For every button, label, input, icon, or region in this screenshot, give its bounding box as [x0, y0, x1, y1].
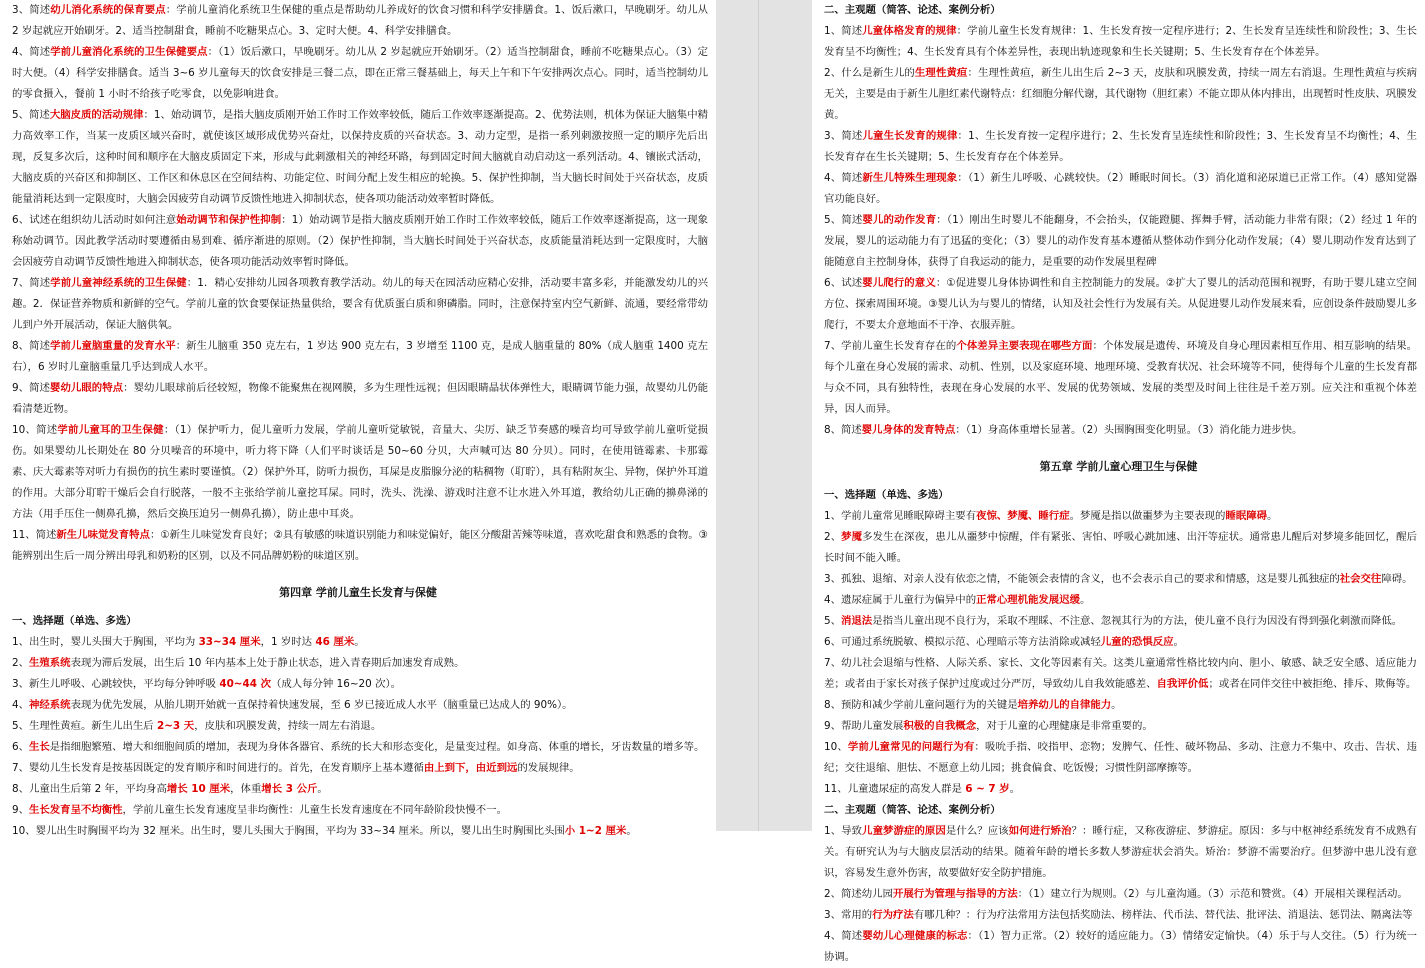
text-segment: 5、简述 [824, 214, 863, 226]
paragraph [812, 716, 1425, 737]
paragraph [0, 420, 716, 525]
text-segment: ；或者在同伴交往中被拒绝、排斥、欺侮等。 [1208, 678, 1417, 690]
highlighted-term: 新生儿味觉发育特点 [56, 529, 150, 541]
paragraph [812, 126, 1425, 168]
text-segment: 二、主观题（简答、论述、案例分析） [824, 804, 1001, 816]
text-segment: 4、简述 [824, 172, 863, 184]
paragraph [0, 105, 716, 210]
section-spacer [0, 567, 716, 575]
highlighted-term: 睡眠障碍 [1225, 510, 1268, 522]
paragraph [0, 336, 716, 378]
highlighted-term: 儿童的恐惧反应 [1100, 636, 1174, 648]
text-segment: 3、简述 [12, 4, 51, 16]
text-segment: 9、 [12, 804, 30, 816]
text-segment: ：1、始动调节，是指大脑皮质刚开始工作时工作效率较低，随后工作效率逐渐提高。2、优势法则，机体为保证大脑集中精力高效率工作，当某一皮质区域兴奋时，就使该区域形成优势兴奋灶，以保持皮质的兴奋状态。3、动力定型，是指一系列刺激按照一定的顺序先后出现，反复多次后，这种时间和顺序在大脑皮质固定下来，形成与此刺激相关的神经环路，每到固定时间大脑就自动启动这一系列活动。4、镶嵌式活动，大脑皮质的兴奋区和抑制区、工作区和休息区在空间结构、功能定位、时间分配上发生相应的轮换。5、保护性抑制，当大脑长时间处于兴奋状态，皮质能量消耗达到一定限度时，大脑会因疲劳自动调节反馈性地进入抑制状态，使各项功能活动效率暂时降低。 [12, 109, 708, 205]
text-segment: ：生理性黄疸，新生儿出生后 2~3 天，皮肤和巩膜发黄，持续一周左右消退。生理性黄疸与疾病无关，主要是由于新生儿胆红素代谢特点：红细胞分解代谢，其代谢物（胆红素）不能立即从体内排出，出现暂时性皮肤、巩膜发黄。 [824, 67, 1417, 121]
text-segment: 表现为滞后发展，出生后 10 年内基本上处于静止状态，进入青春期后加速发育成熟。 [70, 657, 465, 669]
text-segment: 11、儿童遗尿症的高发人群是 [824, 783, 966, 795]
document-page-left [0, 0, 716, 837]
text-segment: 。梦魇是指以做噩梦为主要表现的 [1069, 510, 1226, 522]
highlighted-term: 学前儿童神经系统的卫生保健 [50, 277, 187, 289]
paragraph [812, 210, 1425, 273]
chapter-title [812, 449, 1425, 485]
paragraph [812, 590, 1425, 611]
highlighted-term: 大脑皮质的活动规律 [49, 109, 144, 121]
paragraph [0, 378, 716, 420]
paragraph [0, 632, 716, 653]
text-segment: 。 [1267, 510, 1278, 522]
highlighted-term: 学前儿童脑重量的发育水平 [50, 340, 176, 352]
text-segment: ：（1）饭后漱口，早晚刷牙。幼儿从 2 岁起就应开始刷牙。（2）适当控制甜食，睡前不吃糖果点心。（3）定时大便。（4）科学安排膳食。适当 3~6 岁儿童每天的饮食安排是三餐二点，即在正常三餐基础上，每天上午和下午安排两次点心。同时，适当控制幼儿的零食摄入，餐前 1 小时不给孩子吃零食，以免影响进食。 [12, 46, 708, 100]
highlighted-term: 学前儿童消化系统的卫生保健要点 [50, 46, 208, 58]
paragraph [0, 695, 716, 716]
section-heading [0, 611, 716, 632]
text-segment: 3、常用的 [824, 909, 873, 921]
paragraph [0, 779, 716, 800]
text-segment: 1、出生时，婴儿头围大于胸围，平均为 [12, 636, 199, 648]
highlighted-term: 增长 10 厘米 [166, 783, 231, 795]
text-segment: 4、遗尿症属于儿童行为偏异中的 [824, 594, 977, 606]
paragraph [0, 716, 716, 737]
text-segment: 8、儿童出生后第 2 年，平均身高 [12, 783, 167, 795]
section-heading [812, 485, 1425, 506]
highlighted-term: 如何进行矫治 [1008, 825, 1072, 837]
highlighted-term: 学前儿童常见的问题行为有 [847, 741, 975, 753]
text-segment: 11、简述 [12, 529, 57, 541]
paragraph [812, 569, 1425, 590]
paragraph [812, 63, 1425, 126]
paragraph [812, 168, 1425, 210]
highlighted-term: 儿童体格发育的规律 [862, 25, 957, 37]
text-segment: 一、选择题（单选、多选） [824, 489, 949, 501]
text-segment: 2、 [12, 657, 30, 669]
highlighted-term: 生长 [29, 741, 50, 753]
text-segment: ：（1）新生儿呼吸、心跳较快。（2）睡眠时间长。（3）消化道和泌尿道已正常工作。（4）感知觉器官功能良好。 [824, 172, 1418, 205]
paragraph [812, 653, 1425, 695]
paragraph [0, 653, 716, 674]
text-segment: 10、 [824, 741, 848, 753]
text-segment: ，皮肤和巩膜发黄，持续一周左右消退。 [194, 720, 382, 732]
highlighted-term: 个体差异主要表现在哪些方面 [956, 340, 1093, 352]
paragraph [0, 758, 716, 779]
text-segment: 。 [317, 783, 328, 795]
text-segment: 是指细胞繁殖、增大和细胞间质的增加，表现为身体各器官、系统的长大和形态变化，是量变过程。如身高、体重的增长，牙齿数量的增多等。 [49, 741, 705, 753]
text-segment: 7、简述 [12, 277, 51, 289]
paragraph [0, 210, 716, 273]
text-segment: 。 [1111, 699, 1122, 711]
text-segment: 2、 [824, 531, 842, 543]
section-heading [812, 800, 1425, 821]
text-segment: 3、孤独、退缩、对亲人没有依恋之情，不能领会表情的含义，也不会表示自己的要求和情感，这是婴儿孤独症的 [824, 573, 1340, 585]
paragraph [812, 737, 1425, 779]
text-segment: 7、婴幼儿生长发育是按基因既定的发育顺序和时间进行的。首先，在发育顺序上基本遵循 [12, 762, 424, 774]
text-segment: ：吸吮手指、咬指甲、恋物；发脾气、任性、破坏物品、多动、注意力不集中、攻击、告状、违纪；交往退缩、胆怯、不愿意上幼儿园；挑食偏食、吃饭慢；习惯性阴部摩擦等。 [824, 741, 1417, 774]
text-segment: 有哪几种？：行为疗法常用方法包括奖励法、榜样法、代币法、替代法、批评法、消退法、惩罚法、隔离法等 [913, 909, 1413, 921]
text-segment: ：新生儿脑重 350 克左右，1 岁达 900 克左右，3 岁增至 1100 克，是成人脑重量的 80%（成人脑重 1400 克左右），6 岁时儿童脑重量几乎达到成人水平。 [12, 340, 708, 373]
paragraph [0, 525, 716, 567]
highlighted-term: 婴儿爬行的意义 [862, 277, 936, 289]
highlighted-term: 婴幼儿眼的特点 [50, 382, 124, 394]
text-segment: ：1）始动调节是指大脑皮质刚开始工作时工作效率较低，随后工作效率逐渐提高，这一现象称始动调节。因此教学活动时要遵循由易到难、循序渐进的原则。（2）保护性抑制，当大脑长时间处于兴奋状态，皮质能量消耗达到一定限度时，大脑会因疲劳自动调节反馈性地进入抑制状态，使各项功能活动效率暂时降低。 [12, 214, 709, 268]
highlighted-term: 生理性黄疸 [914, 67, 968, 79]
section-spacer [812, 441, 1425, 449]
text-segment: 9、帮助儿童发展 [824, 720, 904, 732]
highlighted-term: 婴幼儿心理健康的标志 [862, 930, 968, 942]
text-segment: ，对于儿童的心理健康是非常重要的。 [976, 720, 1153, 732]
page-gap [716, 0, 812, 831]
text-segment: ：婴幼儿眼球前后径较短，物像不能聚焦在视网膜，多为生理性远视；但因眼睛晶状体弹性大，眼睛调节能力强，故婴幼儿仍能看清楚近物。 [12, 382, 709, 415]
highlighted-term: 幼儿消化系统的保育要点 [50, 4, 166, 16]
paragraph [812, 821, 1425, 884]
paragraph [812, 527, 1425, 569]
highlighted-term: 学前儿童耳的卫生保健 [57, 424, 164, 436]
text-segment: ？：睡行症，又称夜游症、梦游症。原因：多与中枢神经系统发育不成熟有关。有研究认为与大脑皮层活动的结果。随着年龄的增长多数人梦游症状会消失。矫治：梦游不需要治疗。但梦游中患儿没有意识，容易发生意外伤害，故要做好安全防护措施。 [824, 825, 1418, 879]
highlighted-term: 新生儿特殊生理现象 [862, 172, 958, 184]
paragraph [812, 336, 1425, 420]
text-segment: 5、简述 [12, 109, 50, 121]
text-segment: ：（1）身高体重增长显著。（2）头围胸围变化明显。（3）消化能力进步快。 [955, 424, 1303, 436]
highlighted-term: 积极的自我概念 [903, 720, 977, 732]
text-segment: 4、简述 [12, 46, 51, 58]
text-segment: 6、可通过系统脱敏、模拟示范、心理暗示等方法消除或减轻 [824, 636, 1101, 648]
highlighted-term: 始动调节和保护性抑制 [176, 214, 282, 226]
highlighted-term: 神经系统 [29, 699, 71, 711]
paragraph [812, 926, 1425, 968]
paragraph [812, 884, 1425, 905]
highlighted-term: 小 1~2 厘米 [564, 825, 627, 837]
highlighted-term: 6 ~ 7 岁 [965, 783, 1010, 795]
text-segment: ：（1）智力正常。（2）较好的适应能力。（3）情绪安定愉快。（4）乐于与人交往。（5）行为统一协调。 [824, 930, 1417, 963]
text-segment: 。 [1173, 636, 1184, 648]
highlighted-term: 社会交往 [1339, 573, 1382, 585]
text-segment: 1、学前儿童常见睡眠障碍主要有 [824, 510, 977, 522]
highlighted-term: 40~44 次 [219, 678, 271, 690]
paragraph [812, 21, 1425, 63]
text-segment: 多发生在深夜，患儿从噩梦中惊醒，伴有紧张、害怕、呼吸心跳加速、出汗等症状。通常患儿醒后对梦境多能回忆，醒后长时间不能入睡。 [824, 531, 1418, 564]
highlighted-term: 自我评价低 [1156, 678, 1209, 690]
text-segment: 。 [354, 636, 365, 648]
text-segment: 障碍。 [1381, 573, 1413, 585]
paragraph [812, 695, 1425, 716]
text-segment: 7、幼儿社会退缩与性格、人际关系、家长、文化等因素有关。这类儿童通常性格比较内向、胆小、敏感、缺乏安全感、适应能力差；或者由于家长对孩子保护过度或过分严厉，导致幼儿自我效能感差、 [824, 657, 1417, 690]
text-segment: ：（1）建立行为规则。（2）与儿童沟通。（3）示范和赞赏。（4）开展相关课程活动。 [1017, 888, 1408, 900]
paragraph [812, 611, 1425, 632]
paragraph [812, 420, 1425, 441]
text-segment: 10、婴儿出生时胸围平均为 32 厘米。出生时，婴儿头围大于胸围，平均为 33~34 厘米。所以，婴儿出生时胸围比头围 [12, 825, 565, 837]
text-segment: 。 [626, 825, 637, 837]
text-segment: ：（1）保护听力，促儿童听力发展，学前儿童听觉敏锐，音量大、尖厉、缺乏节奏感的噪音均可导致学前儿童听觉损伤。如果婴幼儿长期处在 80 分贝噪音的环境中，听力将下降（人们平时谈话是 50~60 分贝，大声喊可达 80 分贝）。同时，在使用链霉素、卡那霉素、庆大霉素等对听力有损伤的抗生素时要谨慎。（2）保护外耳，防听力损伤，耳屎是皮脂腺分泌的粘稠物（耵聍），具有粘附灰尘、异物，保护外耳道的作用。大部分耵聍干燥后会自行脱落，一般不主张给学前儿童挖耳屎。同时，洗头、洗澡、游戏时注意不让水进入外耳道，教给幼儿正确的擤鼻涕的方法（用手压住一侧鼻孔擤，然后交换压迫另一侧鼻孔擤），防止患中耳炎。 [12, 424, 709, 520]
highlighted-term: 行为疗法 [872, 909, 914, 921]
paragraph [812, 905, 1425, 926]
paragraph [0, 42, 716, 105]
text-segment: 第四章 学前儿童生长发育与保健 [279, 586, 437, 599]
highlighted-term: 消退法 [841, 615, 873, 627]
highlighted-term: 生长发育呈不均衡性 [29, 804, 123, 816]
highlighted-term: 儿童生长发育的规律 [862, 130, 958, 142]
highlighted-term: 梦魇 [841, 531, 863, 543]
text-segment: 6、试述 [824, 277, 863, 289]
text-segment: ，体重 [230, 783, 262, 795]
highlighted-term: 增长 3 公斤 [261, 783, 318, 795]
paragraph [812, 779, 1425, 800]
text-segment: 5、生理性黄疸。新生儿出生后 [12, 720, 157, 732]
text-segment: 4、简述 [824, 930, 863, 942]
highlighted-term: 33~34 厘米 [198, 636, 261, 648]
text-segment: 6、试述在组织幼儿活动时如何注意 [12, 214, 177, 226]
paragraph [0, 821, 716, 842]
text-segment: 是什么？应该 [945, 825, 1009, 837]
text-segment: ，学前儿童生长发育速度呈非均衡性：儿童生长发育速度在不同年龄阶段快慢不一。 [122, 804, 507, 816]
text-segment: 3、简述 [824, 130, 863, 142]
text-segment: ：①新生儿味觉发育良好；②具有敏感的味道识别能力和味觉偏好，能区分酸甜苦辣等味道，喜欢吃甜食和熟悉的食物。③能辨别出生后一周分辨出母乳和奶粉的区别，以及不同品牌奶粉的味道区别。 [12, 529, 708, 562]
text-segment: 。 [1009, 783, 1021, 795]
text-segment: ：（1）刚出生时婴儿不能翻身，不会抬头，仅能蹬腿、挥舞手臂，活动能力非常有限；（2）经过 1 年的发展，婴儿的运动能力有了迅猛的变化；（3）婴儿的动作发育基本遵循从整体动作到分化动作发展；（4）婴儿期动作发育达到了能随意自主控制身体，获得了自我运动的能力，是重要的动作发展里程碑 [824, 214, 1417, 268]
highlighted-term: 2~3 天 [157, 720, 195, 732]
section-heading [812, 0, 1425, 21]
highlighted-term: 夜惊、梦魇、睡行症 [976, 510, 1070, 522]
text-segment: 是指当儿童出现不良行为，采取不理睬、不注意、忽视其行为的方法，使儿童不良行为因没有得到强化刺激而降低。 [872, 615, 1403, 627]
paragraph [812, 273, 1425, 336]
chapter-title [0, 575, 716, 611]
highlighted-term: 开展行为管理与指导的方法 [892, 888, 1018, 900]
text-segment: （成人每分钟 16~20 次）。 [270, 678, 402, 690]
text-segment: ：学前儿童生长发育规律：1、生长发育按一定程序进行；2、生长发育呈连续性和阶段性；3、生长发育呈不均衡性；4、生长发育具有个体差异性，表现出轨迹现象和生长关键期；5、生长发育存在个体差异。 [824, 25, 1418, 58]
text-segment: 2、什么是新生儿的 [824, 67, 915, 79]
highlighted-term: 儿童梦游症的原因 [862, 825, 946, 837]
text-segment: 1、导致 [824, 825, 863, 837]
text-segment: 一、选择题（单选、多选） [12, 615, 137, 627]
highlighted-term: 婴儿身体的发育特点 [861, 424, 956, 436]
text-segment: ，1 岁时达 [260, 636, 316, 648]
text-segment: 5、 [824, 615, 842, 627]
text-segment: 的发展规律。 [517, 762, 580, 774]
text-segment: 2、简述幼儿园 [824, 888, 893, 900]
text-segment: 8、简述 [824, 424, 862, 436]
text-segment: 1、简述 [824, 25, 863, 37]
text-segment: ：个体发展是遗传、环境及自身心理因素相互作用、相互影响的结果。每个儿童在身心发展的需求、动机、性别，以及家庭环境、地理环境、受教育状况、社会环境等不同，使得每个儿童的生长发育都与众不同，具有独特性，表现在身心发展的水平、发展的优势领域、发展的类型及时间上往往是千差万别。应关注和重视个体差异，因人而异。 [824, 340, 1417, 415]
text-segment: 8、预防和减少学前儿童问题行为的关键是 [824, 699, 1018, 711]
gap-divider [758, 0, 759, 831]
text-segment: 3、新生儿呼吸、心跳较快，平均每分钟呼吸 [12, 678, 220, 690]
document-page-right [812, 0, 1425, 963]
text-segment: 10、简述 [12, 424, 58, 436]
text-segment: 9、简述 [12, 382, 51, 394]
paragraph [0, 674, 716, 695]
text-segment: ：①促进婴儿身体协调性和自主控制能力的发展。②扩大了婴儿的活动范围和视野，有助于婴儿建立空间方位、探索周围环境。③婴儿认为与婴儿的情绪，认知及社会性行为发展有关。从促进婴儿动作发展来看，应创设条件鼓励婴儿多爬行，不要太介意地面不干净、衣服弄脏。 [824, 277, 1417, 331]
highlighted-term: 46 厘米 [315, 636, 355, 648]
paragraph [0, 737, 716, 758]
highlighted-term: 婴儿的动作发育 [862, 214, 937, 226]
paragraph [0, 273, 716, 336]
paragraph [812, 506, 1425, 527]
paragraph [0, 0, 716, 42]
highlighted-term: 生殖系统 [29, 657, 71, 669]
text-segment: 。 [1079, 594, 1091, 606]
paragraph [0, 800, 716, 821]
text-segment: 二、主观题（简答、论述、案例分析） [824, 4, 1001, 16]
highlighted-term: 正常心理机能发展迟缓 [976, 594, 1080, 606]
text-segment: ：1．精心安排幼儿园各项教育教学活动。幼儿的每天在园活动应精心安排，活动要丰富多彩，并能激发幼儿的兴趣。2．保证营养物质和新鲜的空气。学前儿童的饮食要保证热量供给，要含有优质蛋白质和卵磷脂。同时，注意保持室内空气新鲜、流通，要经常带幼儿到户外开展活动，保证大脑供氧。 [12, 277, 708, 331]
text-segment: 6、 [12, 741, 30, 753]
text-segment: ：学前儿童消化系统卫生保健的重点是帮助幼儿养成好的饮食习惯和科学安排膳食。1、饭后漱口，早晚刷牙。幼儿从 2 岁起就应开始刷牙。2、适当控制甜食，睡前不吃糖果点心。3、定时大便。4、科学安排膳食。 [12, 4, 708, 37]
highlighted-term: 由上到下，由近到远 [423, 762, 518, 774]
text-segment: 表现为优先发展，从胎儿期开始就一直保持着快速发展，至 6 岁已接近成人水平（脑重量已达成人的 90%）。 [70, 699, 573, 711]
text-segment: 8、简述 [12, 340, 51, 352]
paragraph [812, 632, 1425, 653]
text-segment: 第五章 学前儿童心理卫生与保健 [1039, 460, 1198, 473]
text-segment: 7、学前儿童生长发育存在的 [824, 340, 957, 352]
text-segment: 4、 [12, 699, 30, 711]
highlighted-term: 培养幼儿的自律能力 [1017, 699, 1112, 711]
text-segment: ：1、生长发育按一定程序进行；2、生长发育呈连续性和阶段性；3、生长发育呈不均衡性；4、生长发育存在生长关键期；5、生长发育存在个体差异。 [824, 130, 1417, 163]
